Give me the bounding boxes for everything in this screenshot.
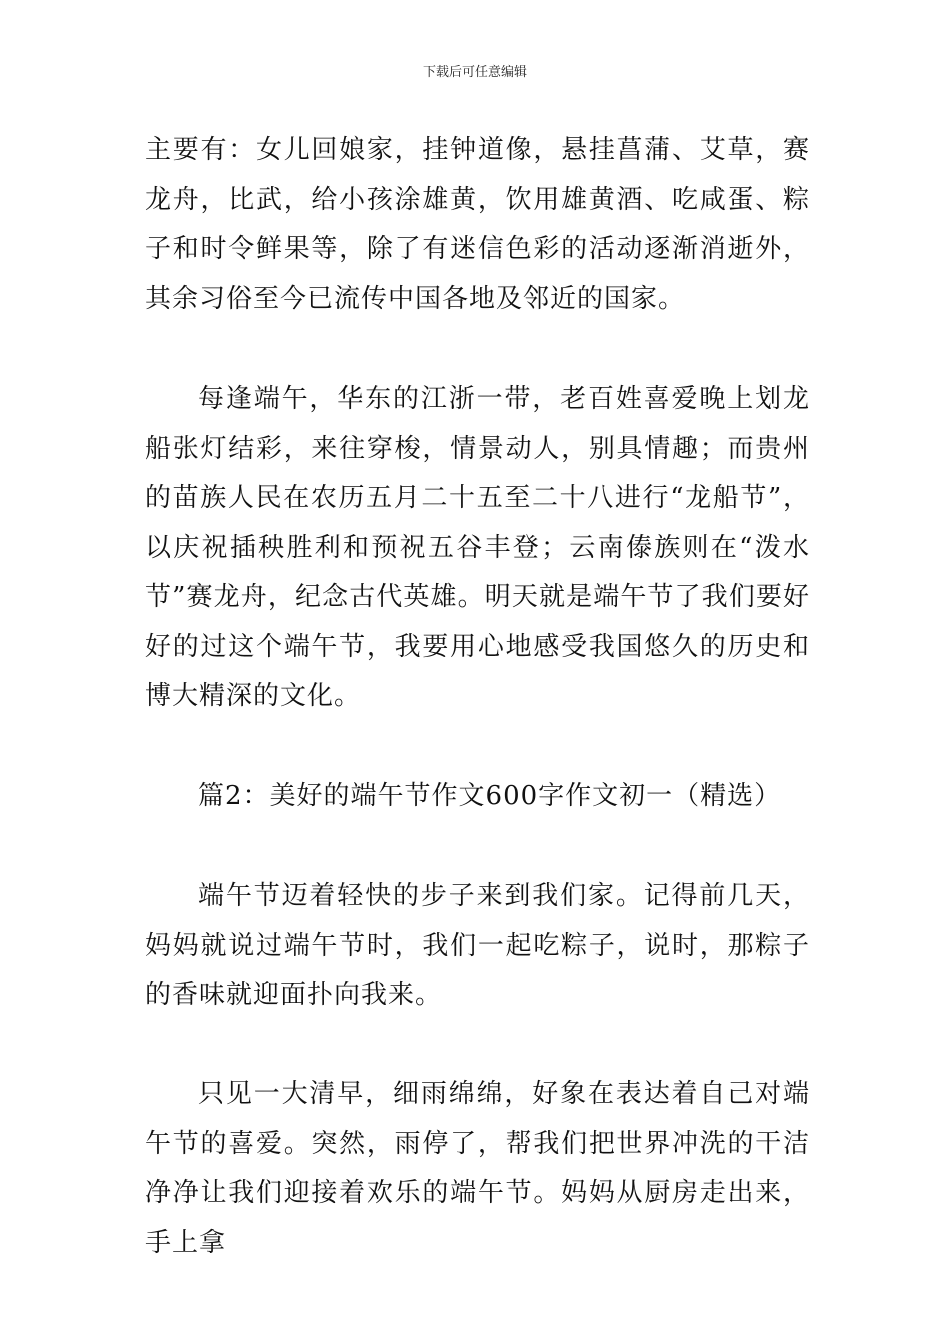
- section-heading: 篇2：美好的端午节作文600字作文初一（精选）: [198, 781, 782, 811]
- paragraph-customs: 主要有：女儿回娘家，挂钟道像，悬挂菖蒲、艾草，赛龙舟，比武，给小孩涂雄黄，饮用雄黄酒、吃咸蛋、粽子和时令鲜果等，除了有迷信色彩的活动逐渐消逝外，其余习俗至今已流传中国各地及邻近的国家。: [145, 135, 810, 314]
- paragraph-morning: 只见一大清早，细雨绵绵，好象在表达着自己对端午节的喜爱。突然，雨停了，帮我们把世界冲洗的干洁净净让我们迎接着欢乐的端午节。妈妈从厨房走出来，手上拿: [145, 1079, 810, 1258]
- paragraph-intro: 端午节迈着轻快的步子来到我们家。记得前几天，妈妈就说过端午节时，我们一起吃粽子，说时，那粽子的香味就迎面扑向我来。: [145, 881, 810, 1010]
- paragraph-regional-customs: 每逢端午，华东的江浙一带，老百姓喜爱晚上划龙船张灯结彩，来往穿梭，情景动人，别具情趣；而贵州的苗族人民在农历五月二十五至二十八进行“龙船节”，以庆祝插秧胜利和预祝五谷丰登；云南傣族则在“泼水节”赛龙舟，纪念古代英雄。明天就是端午节了我们要好好的过这个端午节，我要用心地感受我国悠久的历史和博大精深的文化。: [145, 384, 810, 711]
- page-header: 下载后可任意编辑: [422, 65, 527, 80]
